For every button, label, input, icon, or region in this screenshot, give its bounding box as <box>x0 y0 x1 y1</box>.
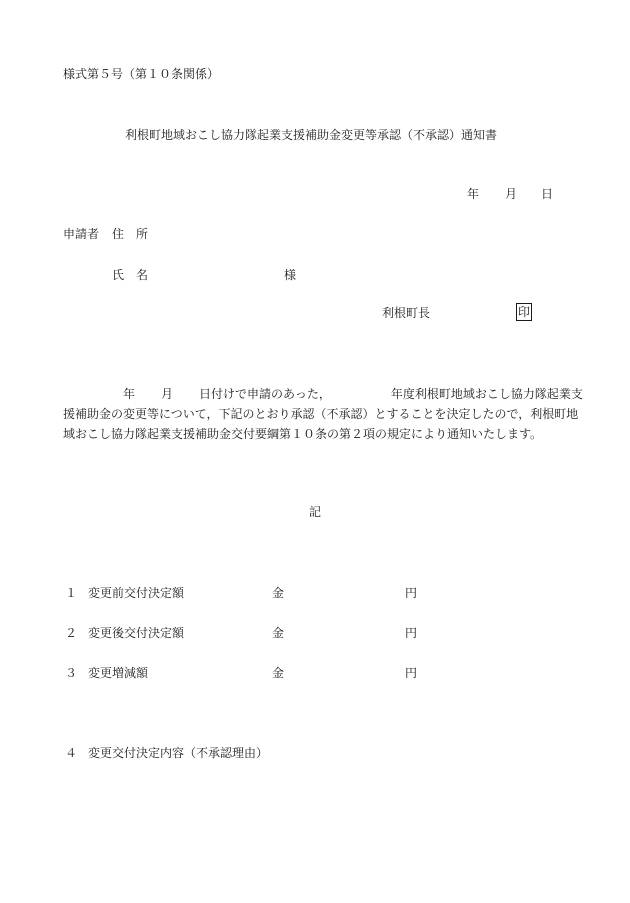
item-unit-label: 円 <box>405 626 418 640</box>
issuer-title: 利根町長 <box>382 306 431 320</box>
item-number: ２ <box>65 626 78 640</box>
seal-box <box>514 303 532 321</box>
item-number: ３ <box>65 666 78 680</box>
item-currency-label: 金 <box>272 666 285 680</box>
name-label: 氏 名 <box>112 268 149 282</box>
ki-heading: 記 <box>309 505 322 519</box>
applicant-label: 申請者 <box>63 227 100 241</box>
date-month-label: 月 <box>505 187 518 201</box>
item-label: 変更前交付決定額 <box>88 586 185 600</box>
notice-body-paragraph <box>63 384 583 444</box>
honorific-label: 様 <box>284 268 297 282</box>
seal-mark: 印 <box>518 305 531 319</box>
body-month-label: 月 <box>161 387 174 401</box>
item-currency-label: 金 <box>272 626 285 640</box>
body-part2: 年度利根町地域おこし協力隊起業支援補助金の変更等について，下記のとおり承認（不承認）とすることを決定したので，利根町地域おこし協力隊起業支援補助金交付要綱第１０条の第２項の規定により通知いたします。 <box>63 387 583 441</box>
address-label: 住 所 <box>112 227 149 241</box>
item-label: 変更交付決定内容（不承認理由） <box>88 746 269 760</box>
item-unit-label: 円 <box>405 586 418 600</box>
body-year-label: 年 <box>123 387 136 401</box>
date-year-label: 年 <box>467 187 480 201</box>
item-currency-label: 金 <box>272 586 285 600</box>
item-unit-label: 円 <box>405 666 418 680</box>
item-label: 変更増減額 <box>88 666 149 680</box>
item-number: １ <box>65 586 78 600</box>
item-label: 変更後交付決定額 <box>88 626 185 640</box>
document-title: 利根町地域おこし協力隊起業支援補助金変更等承認（不承認）通知書 <box>125 128 498 142</box>
item-number: ４ <box>65 746 78 760</box>
date-day-label: 日 <box>541 187 554 201</box>
body-part1: 日付けで申請のあった， <box>199 387 331 401</box>
form-number-label: 様式第５号（第１０条関係） <box>63 67 220 81</box>
